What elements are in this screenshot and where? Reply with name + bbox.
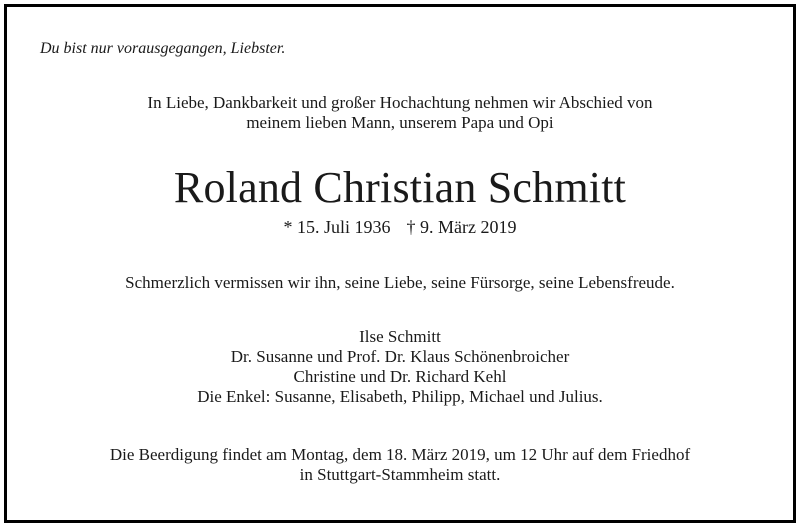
mourner-line: Dr. Susanne und Prof. Dr. Klaus Schönenbroicher <box>230 347 570 366</box>
funeral-line-2: in Stuttgart-Stammheim statt. <box>299 465 501 484</box>
motto-text: Du bist nur vorausgegangen, Liebster. <box>40 40 286 57</box>
funeral-line-1: Die Beerdigung findet am Montag, dem 18. März 2019, um 12 Uhr auf dem Friedhof <box>109 445 691 464</box>
funeral-details <box>0 445 800 485</box>
mourner-line: Christine und Dr. Richard Kehl <box>293 367 507 386</box>
mourners-list <box>0 327 800 407</box>
death-date: † 9. März 2019 <box>406 217 517 237</box>
birth-date: * 15. Juli 1936 <box>283 217 391 237</box>
life-dates <box>0 216 800 238</box>
deceased-name: Roland Christian Schmitt <box>173 163 627 212</box>
mourner-line: Ilse Schmitt <box>359 327 441 346</box>
intro-line-2: meinem lieben Mann, unserem Papa und Opi <box>246 113 554 132</box>
intro-line-1: In Liebe, Dankbarkeit und großer Hochachtung nehmen wir Abschied von <box>147 93 653 112</box>
tribute-text: Schmerzlich vermissen wir ihn, seine Liebe, seine Fürsorge, seine Lebensfreude. <box>125 273 675 292</box>
intro-text <box>0 93 800 133</box>
mourner-line: Die Enkel: Susanne, Elisabeth, Philipp, Michael und Julius. <box>197 387 603 406</box>
